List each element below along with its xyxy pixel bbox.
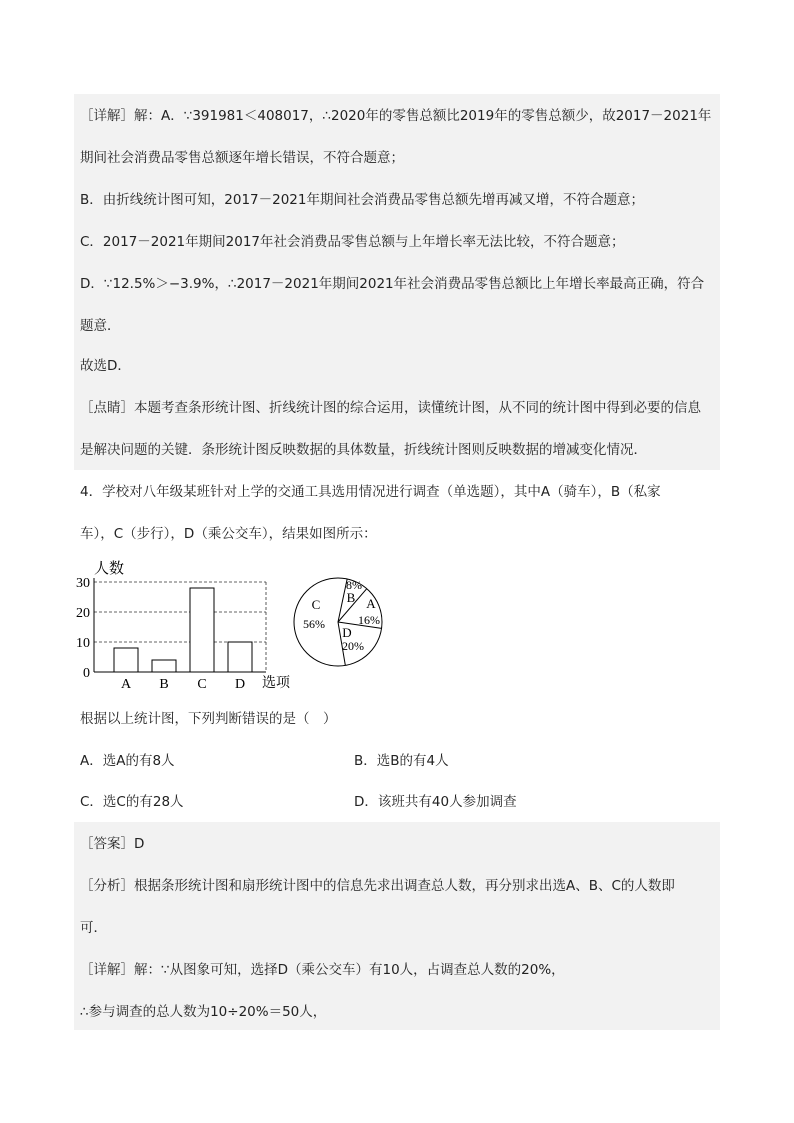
answer-line: ［答案］D	[80, 836, 145, 852]
answer-background-bottom	[74, 822, 720, 1030]
bar-D	[228, 642, 252, 672]
bar-category-label: D	[234, 677, 246, 692]
bar-y-tick-label: 0	[83, 666, 90, 681]
comment-line-2: 是解决问题的关键．条形统计图反映数据的具体数量，折线统计图则反映数据的增减变化情况．	[80, 442, 647, 458]
option-b-analysis: B．由折线统计图可知，2017－2021年期间社会消费品零售总额先增再减又增，不符合题意；	[80, 192, 644, 208]
option-a[interactable]: A．选A的有8人	[80, 753, 175, 769]
pie-slice-label-A: A	[366, 596, 376, 611]
bar-C	[190, 588, 214, 672]
solution-line-1: ［详解］解：∵从图象可知，选择D（乘公交车）有10人，占调查总人数的20%，	[80, 962, 565, 978]
pie-slice-percent-D: 20%	[342, 639, 364, 653]
option-d-analysis: D．∵12.5%＞−3.9%，∴2017－2021年期间2021年社会消费品零售总额比上年增长率最高正确，符合	[80, 276, 705, 292]
bar-y-tick-label: 30	[76, 576, 90, 591]
solution-line-2: ∴参与调查的总人数为10÷20%＝50人，	[80, 1004, 327, 1020]
pie-slice-label-C: C	[311, 597, 321, 612]
pie-slice-percent-A: 16%	[358, 613, 380, 627]
question-4-line-2: 车），C（步行），D（乘公交车），结果如图所示：	[80, 526, 377, 542]
detail-line-1: ［详解］解：A．∵391981＜408017，∴2020年的零售总额比2019年的零售总额少，故2017－2021年	[80, 108, 712, 124]
bar-category-label: A	[120, 677, 132, 692]
analysis-line-1: ［分析］根据条形统计图和扇形统计图中的信息先求出调查总人数，再分别求出选A、B、C的人数即	[80, 878, 675, 894]
bar-y-tick-label: 20	[76, 606, 90, 621]
comment-line-1: ［点睛］本题考查条形统计图、折线统计图的综合运用，读懂统计图，从不同的统计图中得到必要的信息	[80, 400, 701, 416]
detail-line-2: 期间社会消费品零售总额逐年增长错误，不符合题意；	[80, 150, 404, 166]
option-c[interactable]: C．选C的有28人	[80, 794, 184, 810]
question-4-line-1: 4．学校对八年级某班针对上学的交通工具选用情况进行调查（单选题），其中A（骑车），B（私家	[80, 484, 661, 500]
bar-chart-ylabel: 人数	[94, 561, 125, 577]
bar-y-tick-label: 10	[76, 636, 90, 651]
bar-chart-xlabel: 选项	[262, 676, 290, 691]
option-d[interactable]: D．该班共有40人参加调查	[354, 794, 517, 810]
pie-slice-label-D: D	[342, 625, 352, 640]
pie-chart	[288, 574, 398, 670]
bar-chart	[72, 556, 302, 692]
bar-A	[114, 648, 138, 672]
pie-slice-percent-B: 8%	[346, 578, 362, 592]
choose-answer: 故选D．	[80, 358, 131, 374]
bar-category-label: C	[197, 677, 207, 692]
question-4-ask: 根据以上统计图，下列判断错误的是（ ）	[80, 711, 337, 727]
option-b[interactable]: B．选B的有4人	[354, 753, 449, 769]
bar-B	[152, 660, 176, 672]
pie-slice-percent-C: 56%	[303, 617, 325, 631]
option-d-analysis-cont: 题意．	[80, 318, 121, 334]
analysis-line-2: 可．	[80, 920, 107, 936]
bar-category-label: B	[159, 677, 169, 692]
option-c-analysis: C．2017－2021年期间2017年社会消费品零售总额与上年增长率无法比较，不符合题意；	[80, 234, 625, 250]
pie-slice-label-B: B	[346, 590, 356, 605]
